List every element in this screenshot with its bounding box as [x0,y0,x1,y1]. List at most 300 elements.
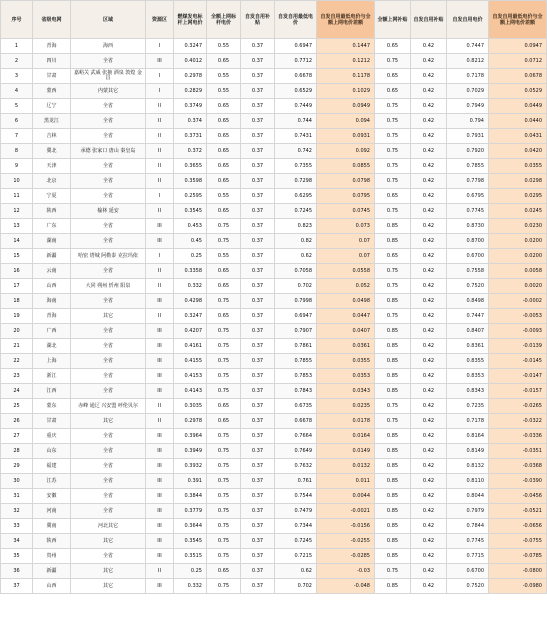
table-cell: 0.42 [411,564,447,579]
table-cell: 其它 [71,414,146,429]
table-cell: 27 [1,429,33,444]
table-row [1,99,547,114]
table-cell: -0.0021 [317,504,375,519]
table-cell: 0.7245 [275,534,317,549]
table-cell: III [146,324,174,339]
table-row [1,129,547,144]
table-cell: 0.42 [411,474,447,489]
table-cell: 0.75 [207,519,241,534]
table-cell: 19 [1,309,33,324]
table-cell: 吉林 [33,129,71,144]
table-cell: 全省 [71,294,146,309]
table-cell: III [146,504,174,519]
table-row [1,309,547,324]
table-cell: 0.3545 [174,204,207,219]
table-cell: 全省 [71,549,146,564]
header-cell-highlight: 自发自用最低电价与全额上网电价差额 [317,1,375,39]
table-cell: 海南 [33,294,71,309]
table-cell: 全省 [71,384,146,399]
table-cell: 0.7479 [275,504,317,519]
table-cell: 0.7447 [447,39,489,54]
table-cell: 哈密 塔城 阿勒泰 克拉玛依 [71,249,146,264]
table-cell: III [146,429,174,444]
table-cell: III [146,489,174,504]
table-cell: 0.0200 [489,234,547,249]
table-cell: 0.8110 [447,474,489,489]
table-cell: 0.75 [207,369,241,384]
table-cell: -0.0755 [489,534,547,549]
table-cell: II [146,264,174,279]
table-row [1,219,547,234]
table-cell: 0.37 [241,234,275,249]
table-cell: 0.37 [241,534,275,549]
table-cell: II [146,159,174,174]
table-cell: 0.7632 [275,459,317,474]
table-cell: 0.37 [241,309,275,324]
table-cell: 0.42 [411,144,447,159]
table-cell: 0.0230 [489,219,547,234]
table-cell: 全省 [71,489,146,504]
table-cell: 0.4298 [174,294,207,309]
table-cell: 0.8343 [447,384,489,399]
table-cell: -0.0053 [489,309,547,324]
table-cell: 0.2829 [174,84,207,99]
table-row [1,324,547,339]
table-cell: 12 [1,204,33,219]
table-cell: 0.85 [375,444,411,459]
table-cell: 0.37 [241,339,275,354]
table-cell: 0.742 [275,144,317,159]
table-cell: 0.3358 [174,264,207,279]
table-cell: 0.37 [241,249,275,264]
table-cell: III [146,54,174,69]
table-cell: 上海 [33,354,71,369]
table-cell: III [146,219,174,234]
table-cell: 0.75 [207,324,241,339]
table-cell: 0.65 [375,39,411,54]
table-cell: 0.092 [317,144,375,159]
table-cell: 0.6947 [275,39,317,54]
table-cell: 0.1447 [317,39,375,54]
table-cell: 全省 [71,324,146,339]
table-cell: 全省 [71,99,146,114]
table-cell: 0.37 [241,414,275,429]
table-cell: 0.37 [241,189,275,204]
table-cell: 0.37 [241,279,275,294]
table-cell: 0.0712 [489,54,547,69]
table-cell: 0.42 [411,69,447,84]
table-cell: 全省 [71,159,146,174]
table-cell: 0.8355 [447,354,489,369]
table-cell: 0.7544 [275,489,317,504]
table-cell: 0.75 [207,429,241,444]
table-cell: 0.7715 [447,549,489,564]
table-cell: III [146,444,174,459]
table-cell: 0.0200 [489,249,547,264]
table-cell: 赤峰 通辽 兴安盟 呼伦贝尔 [71,399,146,414]
table-cell: 0.6678 [275,414,317,429]
table-cell: 0.332 [174,579,207,594]
table-cell: 6 [1,114,33,129]
table-cell: 宁夏 [33,189,71,204]
table-cell: 0.42 [411,399,447,414]
table-cell: 全省 [71,114,146,129]
table-cell: 0.75 [375,114,411,129]
table-row [1,279,547,294]
table-cell: 9 [1,159,33,174]
table-cell: 0.0295 [489,189,547,204]
table-cell: 0.55 [207,84,241,99]
table-cell: 湖南 [33,234,71,249]
table-cell: 0.75 [207,579,241,594]
table-cell: 0.332 [174,279,207,294]
table-cell: 0.75 [375,414,411,429]
table-cell: -0.0156 [317,519,375,534]
table-cell: 0.7449 [275,99,317,114]
table-cell: 0.85 [375,339,411,354]
table-cell: 15 [1,249,33,264]
table-cell: 0.42 [411,414,447,429]
table-cell: 0.7798 [447,174,489,189]
table-cell: 0.42 [411,534,447,549]
table-cell: 0.3731 [174,129,207,144]
table-cell: 13 [1,219,33,234]
table-cell: 0.7431 [275,129,317,144]
table-cell: 0.25 [174,249,207,264]
table-cell: 0.75 [207,504,241,519]
table-row [1,504,547,519]
table-cell: 37 [1,579,33,594]
table-cell: 陕西 [33,534,71,549]
table-cell: 22 [1,354,33,369]
table-row [1,159,547,174]
table-cell: 全省 [71,504,146,519]
table-row [1,39,547,54]
table-cell: 0.42 [411,54,447,69]
table-cell: 全省 [71,459,146,474]
table-cell: III [146,549,174,564]
table-cell: 0.65 [207,264,241,279]
table-cell: 0.453 [174,219,207,234]
table-row [1,54,547,69]
table-cell: 0.65 [207,204,241,219]
table-cell: 0.744 [275,114,317,129]
table-row [1,549,547,564]
table-cell: 0.75 [207,549,241,564]
table-cell: 0.4153 [174,369,207,384]
table-cell: 0.37 [241,39,275,54]
table-cell: 0.85 [375,579,411,594]
table-cell: 0.37 [241,294,275,309]
table-cell: 0.75 [207,384,241,399]
table-cell: 0.37 [241,99,275,114]
table-cell: 全省 [71,219,146,234]
table-row [1,414,547,429]
table-cell: 0.0355 [317,354,375,369]
table-cell: 0.702 [275,279,317,294]
table-cell: 0.07 [317,249,375,264]
table-cell: 36 [1,564,33,579]
table-cell: 山东 [33,444,71,459]
table-cell: II [146,99,174,114]
table-row [1,69,547,84]
table-cell: 26 [1,414,33,429]
table-cell: -0.0093 [489,324,547,339]
table-cell: 0.7907 [275,324,317,339]
table-cell: 0.42 [411,294,447,309]
table-cell: II [146,204,174,219]
table-cell: 0.37 [241,399,275,414]
table-cell: 0.7931 [447,129,489,144]
table-cell: 0.372 [174,144,207,159]
table-cell: 全省 [71,129,146,144]
table-cell: -0.03 [317,564,375,579]
table-cell: 1 [1,39,33,54]
table-cell: 0.7245 [275,204,317,219]
table-cell: 黑龙江 [33,114,71,129]
table-cell: 榆林 延安 [71,204,146,219]
table-cell: 蒙西 [33,84,71,99]
table-cell: 0.7998 [275,294,317,309]
table-cell: -0.0456 [489,489,547,504]
table-cell: 0.42 [411,504,447,519]
table-cell: 0.42 [411,519,447,534]
table-cell: I [146,249,174,264]
table-cell: I [146,189,174,204]
table-cell: 0.65 [207,144,241,159]
table-cell: 0.7215 [275,549,317,564]
table-cell: 0.37 [241,159,275,174]
table-cell: 0.7029 [447,84,489,99]
table-cell: 陕西 [33,204,71,219]
table-cell: 0.0947 [489,39,547,54]
table-cell: 0.2595 [174,189,207,204]
table-cell: 0.0745 [317,204,375,219]
table-cell: 0.42 [411,264,447,279]
table-cell: 0.37 [241,144,275,159]
table-cell: 0.7853 [275,369,317,384]
table-cell: 0.42 [411,459,447,474]
table-cell: 福建 [33,459,71,474]
header-cell: 自发自用最低电价 [275,1,317,39]
table-cell: 0.8164 [447,429,489,444]
table-cell: -0.0336 [489,429,547,444]
table-cell: 0.42 [411,444,447,459]
table-cell: 全省 [71,234,146,249]
header-cell-highlight: 自发自用最低电价与全额上网电价差额 [489,1,547,39]
table-cell: 0.0798 [317,174,375,189]
table-cell: 0.37 [241,264,275,279]
table-cell: 北京 [33,174,71,189]
table-row [1,519,547,534]
table-cell: 0.42 [411,309,447,324]
table-cell: -0.0368 [489,459,547,474]
table-cell: 0.374 [174,114,207,129]
table-cell: 0.37 [241,174,275,189]
table-cell: 0.75 [207,294,241,309]
table-cell: 0.75 [207,339,241,354]
table-cell: 0.7520 [447,579,489,594]
table-cell: 35 [1,549,33,564]
table-cell: 0.2978 [174,69,207,84]
table-cell: III [146,369,174,384]
table-cell: -0.0351 [489,444,547,459]
table-cell: 0.65 [375,249,411,264]
table-cell: 0.7861 [275,339,317,354]
table-cell: 14 [1,234,33,249]
table-cell: 冀北 [33,144,71,159]
table-cell: -0.0521 [489,504,547,519]
table-cell: 0.0164 [317,429,375,444]
table-row [1,384,547,399]
table-cell: 0.37 [241,354,275,369]
table-cell: 0.75 [375,144,411,159]
table-cell: 0.6700 [447,249,489,264]
table-header-row [1,1,547,39]
table-row [1,429,547,444]
table-cell: 0.75 [207,219,241,234]
table-cell: 0.7298 [275,174,317,189]
table-cell: 0.37 [241,459,275,474]
table-cell: 全省 [71,429,146,444]
table-cell: 0.0132 [317,459,375,474]
table-cell: 23 [1,369,33,384]
table-cell: -0.0139 [489,339,547,354]
table-row [1,564,547,579]
table-cell: 0.3949 [174,444,207,459]
table-cell: III [146,339,174,354]
table-cell: 0.7949 [447,99,489,114]
table-cell: 34 [1,534,33,549]
table-cell: 24 [1,384,33,399]
table-cell: 0.82 [275,234,317,249]
table-cell: 0.3598 [174,174,207,189]
table-cell: 0.2978 [174,414,207,429]
table-cell: II [146,174,174,189]
header-cell: 自发自用补贴 [241,1,275,39]
table-cell: II [146,114,174,129]
table-cell: 0.6295 [275,189,317,204]
table-cell: 0.85 [375,474,411,489]
table-cell: 河北其它 [71,519,146,534]
header-cell: 全额上网补贴 [375,1,411,39]
table-cell: 0.85 [375,549,411,564]
table-cell: 新疆 [33,564,71,579]
table-cell: 江西 [33,384,71,399]
table-cell: 河南 [33,504,71,519]
table-cell: 0.7058 [275,264,317,279]
table-cell: 5 [1,99,33,114]
table-cell: II [146,399,174,414]
table-cell: 0.42 [411,489,447,504]
table-cell: 0.702 [275,579,317,594]
table-cell: 0.7745 [447,534,489,549]
table-cell: 0.42 [411,249,447,264]
table-cell: 0.75 [207,459,241,474]
table-cell: 其它 [71,579,146,594]
table-cell: 0.75 [375,129,411,144]
table-cell: 0.0044 [317,489,375,504]
table-cell: 0.3247 [174,309,207,324]
table-cell: 浙江 [33,369,71,384]
table-cell: 0.65 [207,414,241,429]
table-cell: 0.75 [207,354,241,369]
table-cell: 0.0343 [317,384,375,399]
table-cell: 全省 [71,474,146,489]
table-cell: -0.0656 [489,519,547,534]
table-cell: 0.8407 [447,324,489,339]
table-cell: 0.8730 [447,219,489,234]
table-cell: 0.42 [411,579,447,594]
table-cell: III [146,459,174,474]
table-cell: 30 [1,474,33,489]
table-cell: 0.0178 [317,414,375,429]
table-cell: 全省 [71,444,146,459]
table-cell: 0.65 [207,399,241,414]
table-cell: 0.7344 [275,519,317,534]
table-cell: 0.073 [317,219,375,234]
table-cell: 0.62 [275,249,317,264]
table-row [1,144,547,159]
table-cell: 0.07 [317,234,375,249]
table-cell: 0.4207 [174,324,207,339]
table-cell: 0.0058 [489,264,547,279]
table-cell: 0.42 [411,189,447,204]
table-cell: 0.37 [241,474,275,489]
table-cell: 0.85 [375,519,411,534]
table-cell: 0.85 [375,504,411,519]
table-cell: 0.6795 [447,189,489,204]
table-cell: 0.0795 [317,189,375,204]
table-cell: 16 [1,264,33,279]
table-cell: 0.7745 [447,204,489,219]
table-cell: 承德 张家口 唐山 秦皇岛 [71,144,146,159]
table-cell: 0.42 [411,279,447,294]
table-cell: 0.65 [207,54,241,69]
table-cell: 0.0498 [317,294,375,309]
table-cell: 0.85 [375,324,411,339]
table-cell: 28 [1,444,33,459]
table-cell: 嘉峪关 武威 张掖 酒泉 敦煌 金昌 [71,69,146,84]
table-cell: 0.8044 [447,489,489,504]
table-row [1,339,547,354]
table-cell: 0.7844 [447,519,489,534]
table-cell: 0.75 [375,204,411,219]
table-cell: 0.75 [375,99,411,114]
table-cell: 0.8700 [447,234,489,249]
table-cell: 0.42 [411,354,447,369]
table-cell: 0.0558 [317,264,375,279]
table-row [1,369,547,384]
table-cell: 0.65 [375,69,411,84]
table-cell: 0.37 [241,114,275,129]
table-cell: 0.7178 [447,414,489,429]
table-cell: 青海 [33,39,71,54]
table-cell: 0.7520 [447,279,489,294]
table-cell: 17 [1,279,33,294]
table-cell: 0.85 [375,369,411,384]
table-cell: 内蒙其它 [71,84,146,99]
table-cell: 云南 [33,264,71,279]
table-cell: 0.85 [375,534,411,549]
table-cell: III [146,384,174,399]
table-cell: 全省 [71,369,146,384]
table-cell: 0.0245 [489,204,547,219]
table-cell: -0.0147 [489,369,547,384]
table-row [1,264,547,279]
table-cell: 0.55 [207,249,241,264]
table-cell: 0.75 [375,399,411,414]
